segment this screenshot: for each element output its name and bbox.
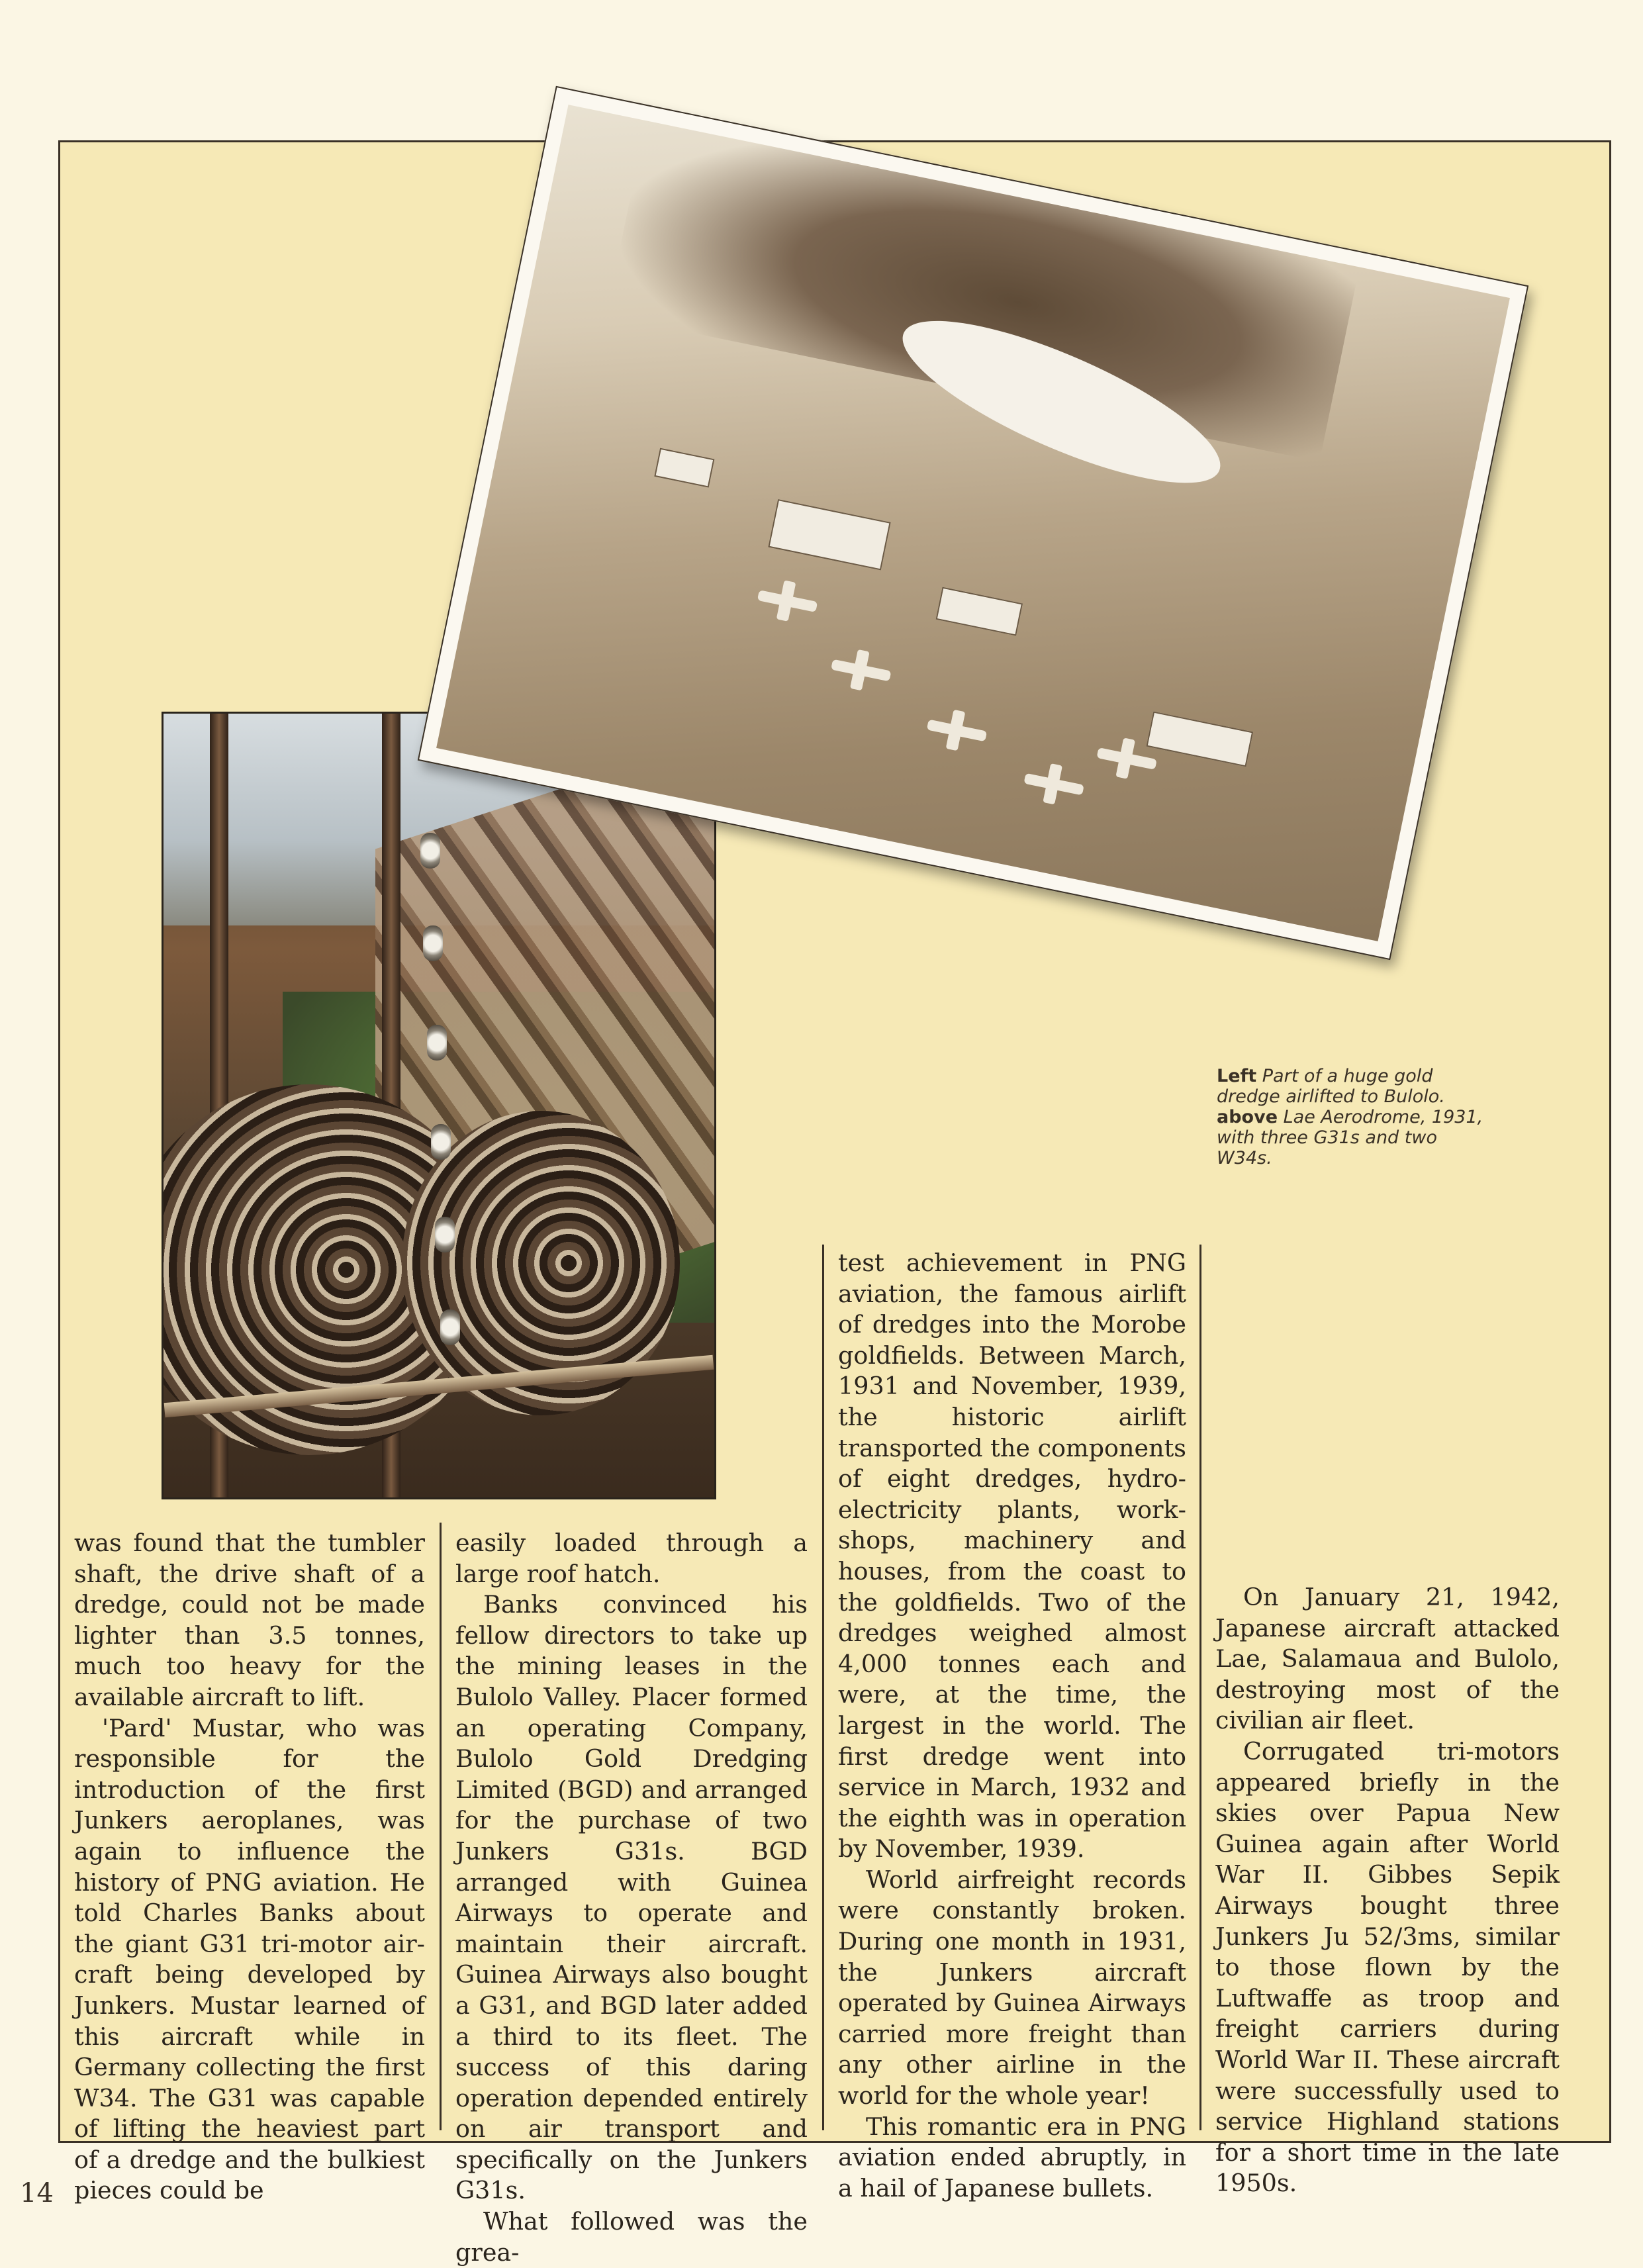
column-rule	[822, 1245, 824, 2130]
paragraph: This romantic era in PNG aviation ended abruptly, in a hail of Japanese bullets.	[838, 2112, 1186, 2202]
photo-chain-link	[435, 1217, 455, 1252]
paragraph: test achievement in PNG aviation, the famous airlift of dredges into the Morobe goldfields. Between March, 1931 and November, 1939, the historic airlift transported the components of eight dredges, hydro-electricity plants, workshops, machinery and houses, from the coast to the goldfields. Two of the dredges weighed almost 4,000 tonnes each and were, at the time, the largest in the world. The first dredge went into service in March, 1932 and the eighth was in operation by November, 1939.	[838, 1249, 1186, 1864]
caption-left-label: Left	[1217, 1066, 1257, 1086]
caption-above-text: Lae Aerodrome, 1931, with three G31s and two W34s.	[1217, 1107, 1483, 1168]
photo-chain-link	[423, 925, 443, 961]
column-rule	[1199, 1245, 1201, 2130]
text-column-4	[1215, 1582, 1560, 2199]
caption-left-text: Part of a huge gold dredge airlifted to Bulolo.	[1217, 1066, 1445, 1107]
paragraph: Banks convinced his fellow directors to take up the mining leases in the Bulolo Valley. Placer formed an operating Company, Bulolo Gold Dredging Limited (BGD) and arranged for the purchase of two Junkers G31s. BGD arranged with Guinea Airways to operate and maintain their aircraft. Guinea Airways also bought a G31, and BGD later added a third to its fleet. The success of this daring operation depended entirely on air transport and specifically on the Junkers G31s.	[455, 1590, 808, 2205]
paragraph: World airfreight records were constantly broken. During one month in 1931, the Junkers aircraft operated by Guinea Airways carried more freight than any other airline in the world for the whole year!	[838, 1865, 1186, 2110]
photo-aircraft	[831, 659, 891, 682]
text-column-1	[74, 1528, 425, 2206]
photo-chain-link	[431, 1124, 451, 1160]
photo-aircraft	[927, 720, 987, 742]
photo-aircraft	[757, 590, 818, 612]
paragraph: What followed was the grea-	[455, 2207, 808, 2267]
paragraph: Corrugated tri-motors appeared briefly in the skies over Papua New Guinea again after World War II. Gibbes Sepik Airways bought three Junkers Ju 52/3ms, similar to those flown by the Luftwaffe as troop and freight carriers during World War II. These aircraft were successfully used to service Highland stations for a short time in the late 1950s.	[1215, 1736, 1560, 2198]
dredge-photo	[162, 712, 716, 1499]
photo-chain-link	[440, 1309, 460, 1345]
paragraph: easily loaded through a large roof hatch.	[455, 1529, 808, 1588]
photo-chain-link	[420, 833, 440, 869]
caption-above-label: above	[1217, 1107, 1278, 1127]
photo-building	[1146, 712, 1253, 767]
photo-aircraft	[1023, 773, 1084, 796]
photo-caption	[1217, 1066, 1495, 1168]
text-column-3	[838, 1248, 1186, 2204]
photo-aircraft	[1096, 747, 1156, 770]
paragraph: 'Pard' Mustar, who was responsible for the introduction of the first Junkers aeroplanes, was again to influence the history of PNG aviation. He told Charles Banks about the giant G31 tri-motor aircraft being developed by Junkers. Mustar learned of this aircraft while in Germany collecting the first W34. The G31 was capable of lifting the heaviest part of a dredge and the bulkiest pieces could be	[74, 1713, 425, 2205]
paragraph: was found that the tumbler shaft, the drive shaft of a dredge, could not be made lighter than 3.5 tonnes, much too heavy for the available aircraft to lift.	[74, 1529, 425, 1711]
photo-hangar	[768, 499, 890, 570]
page-number: 14	[20, 2178, 54, 2208]
paragraph: On January 21, 1942, Japanese aircraft attacked Lae, Salamaua and Bulolo, destroying most of the civilian air fleet.	[1215, 1583, 1560, 1735]
text-column-2	[455, 1528, 808, 2268]
photo-building	[936, 587, 1023, 636]
photo-chain-link	[427, 1025, 447, 1061]
column-rule	[440, 1523, 442, 2130]
photo-building	[654, 448, 714, 488]
